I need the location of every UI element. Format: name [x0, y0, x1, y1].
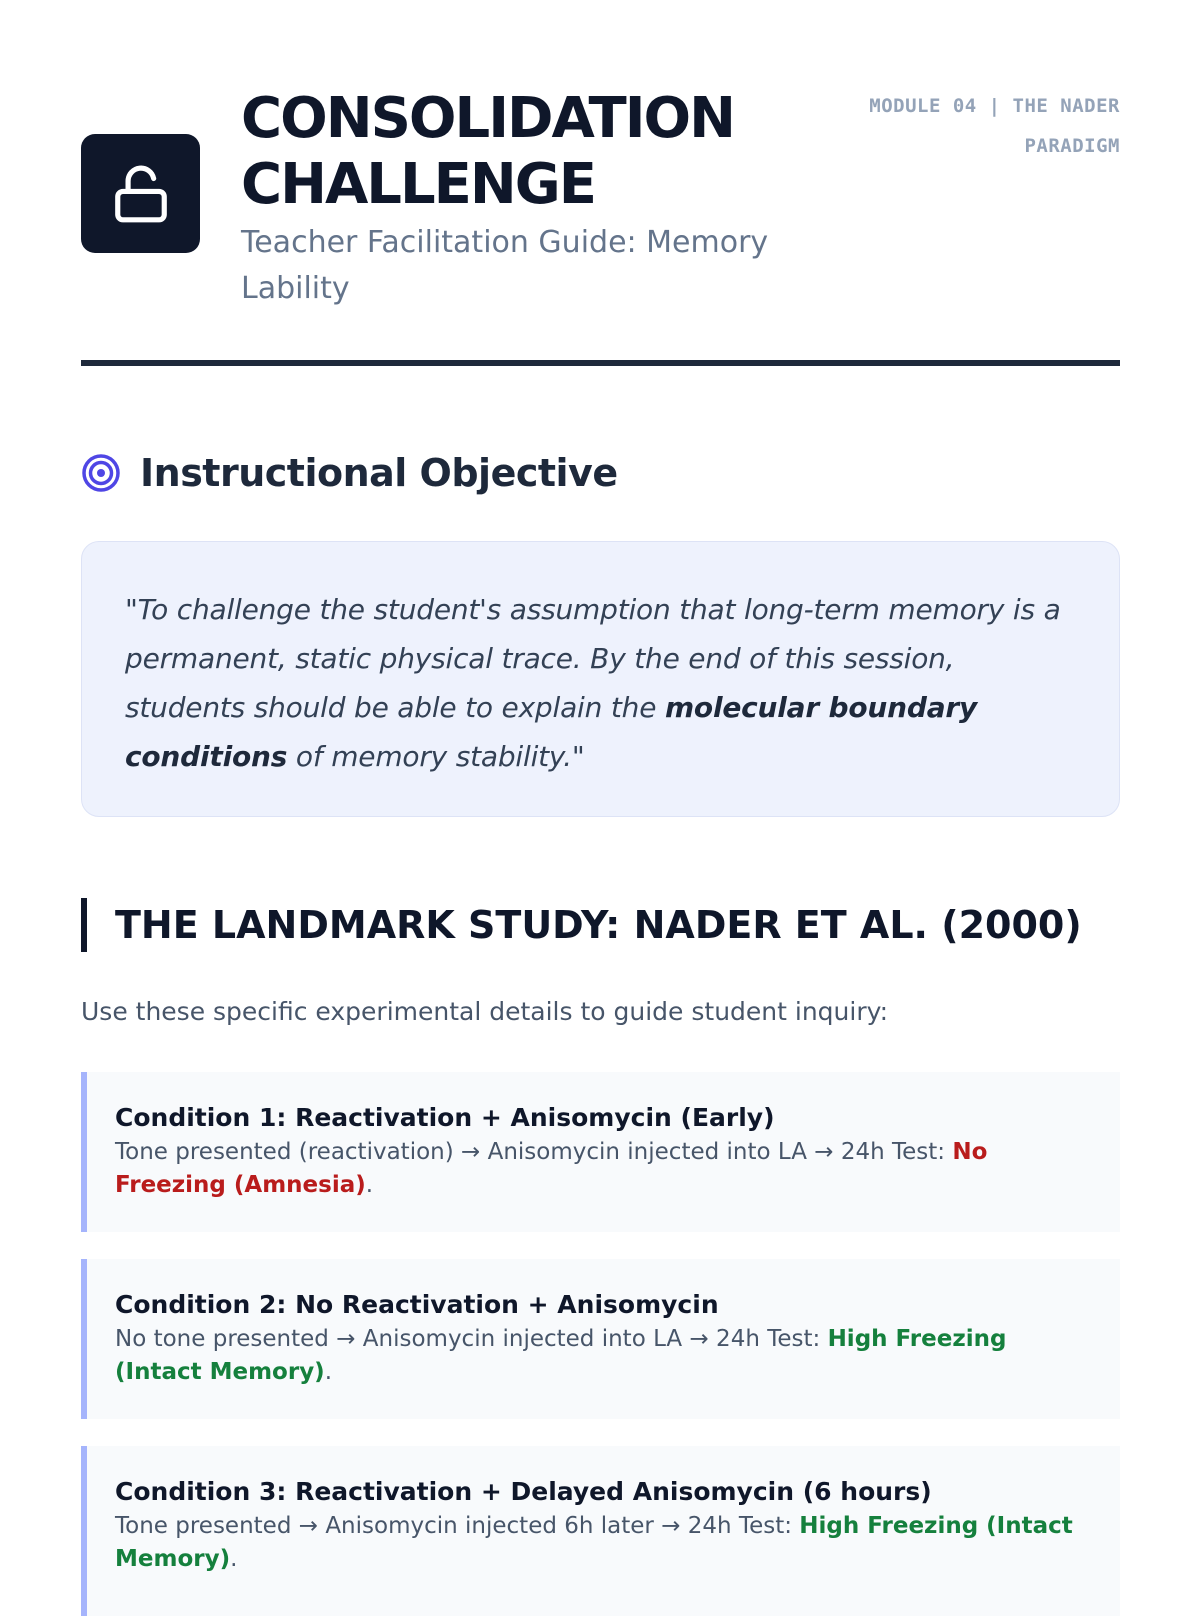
- condition-title: Condition 3: Reactivation + Delayed Anisomycin (6 hours): [115, 1477, 932, 1506]
- objective-quote: [125, 585, 1079, 781]
- heading-accent-bar: [81, 898, 87, 952]
- target-icon: [81, 453, 121, 493]
- page-header: [81, 86, 1120, 306]
- study-title: THE LANDMARK STUDY: NADER ET AL. (2000): [115, 903, 1082, 947]
- condition-procedure: Tone presented (reactivation) → Anisomycin injected into LA → 24h Test:: [115, 1139, 953, 1165]
- objective-heading: [81, 448, 618, 498]
- objective-quote-box: [81, 541, 1120, 817]
- condition-result: High Freezing (Intact Memory): [115, 1513, 1073, 1572]
- header-divider: [81, 360, 1120, 366]
- condition-description: [115, 1323, 1080, 1389]
- condition-card-2: [81, 1259, 1120, 1419]
- condition-title: Condition 1: Reactivation + Anisomycin (Early): [115, 1103, 775, 1132]
- condition-result: No Freezing (Amnesia): [115, 1139, 988, 1198]
- quote-emphasis: molecular boundary conditions: [125, 691, 978, 773]
- page-title: CONSOLIDATION CHALLENGE: [241, 86, 735, 217]
- logo-badge: [81, 134, 200, 253]
- condition-card-3: [81, 1446, 1120, 1616]
- objective-title: Instructional Objective: [140, 451, 618, 495]
- condition-procedure: No tone presented → Anisomycin injected into LA → 24h Test:: [115, 1326, 828, 1352]
- condition-description: [115, 1510, 1080, 1576]
- condition-description: [115, 1136, 1080, 1202]
- module-tag: MODULE 04 | THE NADER PARADIGM: [869, 95, 1120, 157]
- condition-result: High Freezing (Intact Memory): [115, 1326, 1007, 1385]
- title-block: [241, 86, 841, 312]
- study-intro: Use these specific experimental details to guide student inquiry:: [81, 997, 889, 1026]
- condition-title: Condition 2: No Reactivation + Anisomycin: [115, 1290, 719, 1319]
- quote-text-start: "To challenge the student's assumption that long-term memory is a permanent, static physical trace. By the end of this session, students should be able to explain the: [125, 593, 1061, 724]
- page-subtitle: Teacher Facilitation Guide: Memory Lability: [241, 225, 769, 306]
- condition-card-1: [81, 1072, 1120, 1232]
- condition-procedure: Tone presented → Anisomycin injected 6h later → 24h Test:: [115, 1513, 800, 1539]
- condition-suffix: .: [230, 1546, 238, 1572]
- condition-suffix: .: [365, 1172, 374, 1198]
- condition-suffix: .: [324, 1359, 333, 1385]
- quote-text-end: of memory stability.": [287, 740, 585, 773]
- unlock-icon: [110, 163, 172, 225]
- study-heading: [81, 898, 1082, 952]
